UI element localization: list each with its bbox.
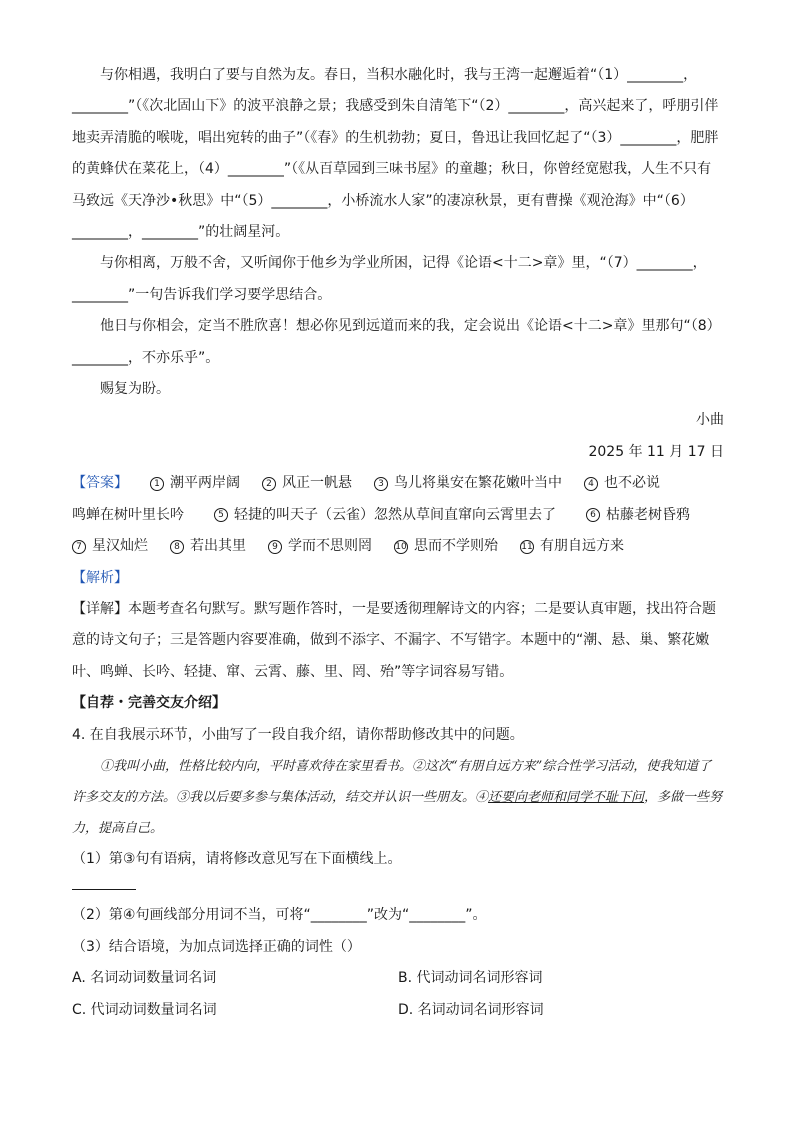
- circled-number-10: 10: [395, 541, 407, 552]
- analysis-detail: 【详解】本题考查名句默写。默写题作答时，一是要透彻理解诗文的内容；二是要认真审题，找出符合题意的诗文句子；三是答题内容要准确，做到不添字、不漏字、不写错字。本题中的“潮、悬、巢、繁花嫩叶、鸣蝉、长吟、轻捷、窜、云霄、藤、里、罔、殆”等字词容易写错。: [72, 600, 716, 680]
- answer-item: [72, 531, 148, 562]
- self-introduction-sample: [72, 751, 724, 844]
- circled-number-2: 2: [262, 477, 276, 491]
- answer-item: [586, 500, 690, 531]
- circled-number-5: 5: [214, 508, 228, 522]
- answer-item: [520, 531, 624, 562]
- sub-question-3: （3）结合语境，为加点词选择正确的词性（）: [72, 938, 361, 955]
- answer-text-9: 学而不思则罔: [288, 538, 372, 555]
- sample-text-part-3: ，多做一些努力，提高自己。: [72, 789, 723, 836]
- answer-text-2: 风正一帆悬: [282, 475, 352, 492]
- answer-block: [72, 468, 724, 499]
- section-title: 【自荐・完善交友介绍】: [72, 695, 226, 712]
- circled-number-4: 4: [584, 477, 598, 491]
- answer-item: [262, 468, 352, 499]
- letter-closing: 赐复为盼。: [100, 381, 170, 398]
- circled-number-11: 11: [521, 541, 533, 552]
- sub-question-1: （1）第③句有语病，请将修改意见写在下面横线上。: [72, 850, 402, 867]
- letter-paragraph-2: 与你相离，万般不舍，又听闻你于他乡为学业所困，记得《论语<十二>章》里，“（7）________，________”一句告诉我们学习要学思结合。: [72, 255, 707, 303]
- answer-text-6: 枯藤老树昏鸦: [606, 506, 690, 523]
- answer-item: [394, 531, 498, 562]
- answer-text-11: 有朋自远方来: [540, 538, 624, 555]
- sample-text-part-1: ①我叫小曲，性格比较内向，平时喜欢待在家里看书。②这次“有朋自远方来”综合性学习活动，使我知道了许多交友的方法。③我以后要多参与集体活动，结交并认识一些朋友。④: [72, 758, 712, 805]
- letter-date: 2025 年 11 月 17 日: [588, 443, 724, 460]
- answer-item: [214, 500, 556, 531]
- answer-item: [268, 531, 372, 562]
- letter-paragraph-3: 他日与你相会，定当不胜欣喜！想必你见到远道而来的我，定会说出《论语<十二>章》里那句“（8）________，不亦乐乎”。: [72, 318, 721, 366]
- answer-text-4b: 鸣蝉在树叶里长吟: [72, 506, 184, 523]
- circled-number-3: 3: [374, 477, 388, 491]
- answer-text-4: 也不必说: [604, 475, 660, 492]
- document-page: [72, 60, 724, 1026]
- option-a[interactable]: A. 名词动词数量词名词: [72, 970, 217, 987]
- option-b[interactable]: B. 代词动词名词形容词: [398, 970, 543, 987]
- answer-text-8: 若出其里: [190, 538, 246, 555]
- answer-text-1: 潮平两岸阔: [170, 475, 240, 492]
- circled-number-7: 7: [72, 540, 86, 554]
- option-d[interactable]: D. 名词动词名词形容词: [398, 1001, 544, 1018]
- circled-number-6: 6: [586, 508, 600, 522]
- choice-options: [72, 963, 724, 1026]
- answer-blank-line: [72, 875, 136, 890]
- option-c[interactable]: C. 代词动词数量词名词: [72, 1001, 217, 1018]
- circled-number-9: 9: [268, 540, 282, 554]
- answer-item: [150, 468, 240, 499]
- answer-text-7: 星汉灿烂: [92, 538, 148, 555]
- answer-item: [170, 531, 246, 562]
- answer-item: [584, 468, 660, 499]
- sub-question-2: （2）第④句画线部分用词不当，可将“________”改为“________”。: [72, 907, 487, 924]
- answer-block-line-2: [72, 500, 724, 531]
- answer-text-5: 轻捷的叫天子（云雀）忽然从草间直窜向云霄里去了: [234, 506, 556, 523]
- letter-signature: 小曲: [696, 412, 724, 429]
- question-4-stem: 4. 在自我展示环节，小曲写了一段自我介绍，请你帮助修改其中的问题。: [72, 726, 524, 743]
- analysis-label: 【解析】: [72, 569, 128, 586]
- circled-number-1: 1: [150, 477, 164, 491]
- answer-text-3: 鸟儿将巢安在繁花嫩叶当中: [394, 475, 562, 492]
- answer-text-10: 思而不学则殆: [414, 538, 498, 555]
- answer-item: [72, 500, 184, 531]
- letter-paragraph-1: 与你相遇，我明白了要与自然为友。春日，当积水融化时，我与王湾一起邂逅着“（1）________，________”（《次北固山下》的波平浪静之景；我感受到朱自清笔下“（2）________，高兴起来了，呼朋引伴地卖弄清脆的喉咙，唱出宛转的曲子”（《春》的生机勃勃；夏日，鲁迅让我回忆起了“（3）________，肥胖的黄蜂伏在菜花上，（4）________”（《从百草园到三味书屋》的童趣；秋日，你曾经宽慰我，人生不只有马致远《天净沙•秋思》中“（5）________，小桥流水人家”的凄凉秋景，更有曹操《观沧海》中“（6）________，________”的壮阔星河。: [72, 67, 719, 241]
- circled-number-8: 8: [170, 540, 184, 554]
- answer-label: 【答案】: [72, 475, 128, 492]
- answer-item: [374, 468, 562, 499]
- answer-block-line-3: [72, 531, 724, 562]
- sample-underlined-phrase: 还要向老师和同学不耻下问: [488, 789, 645, 805]
